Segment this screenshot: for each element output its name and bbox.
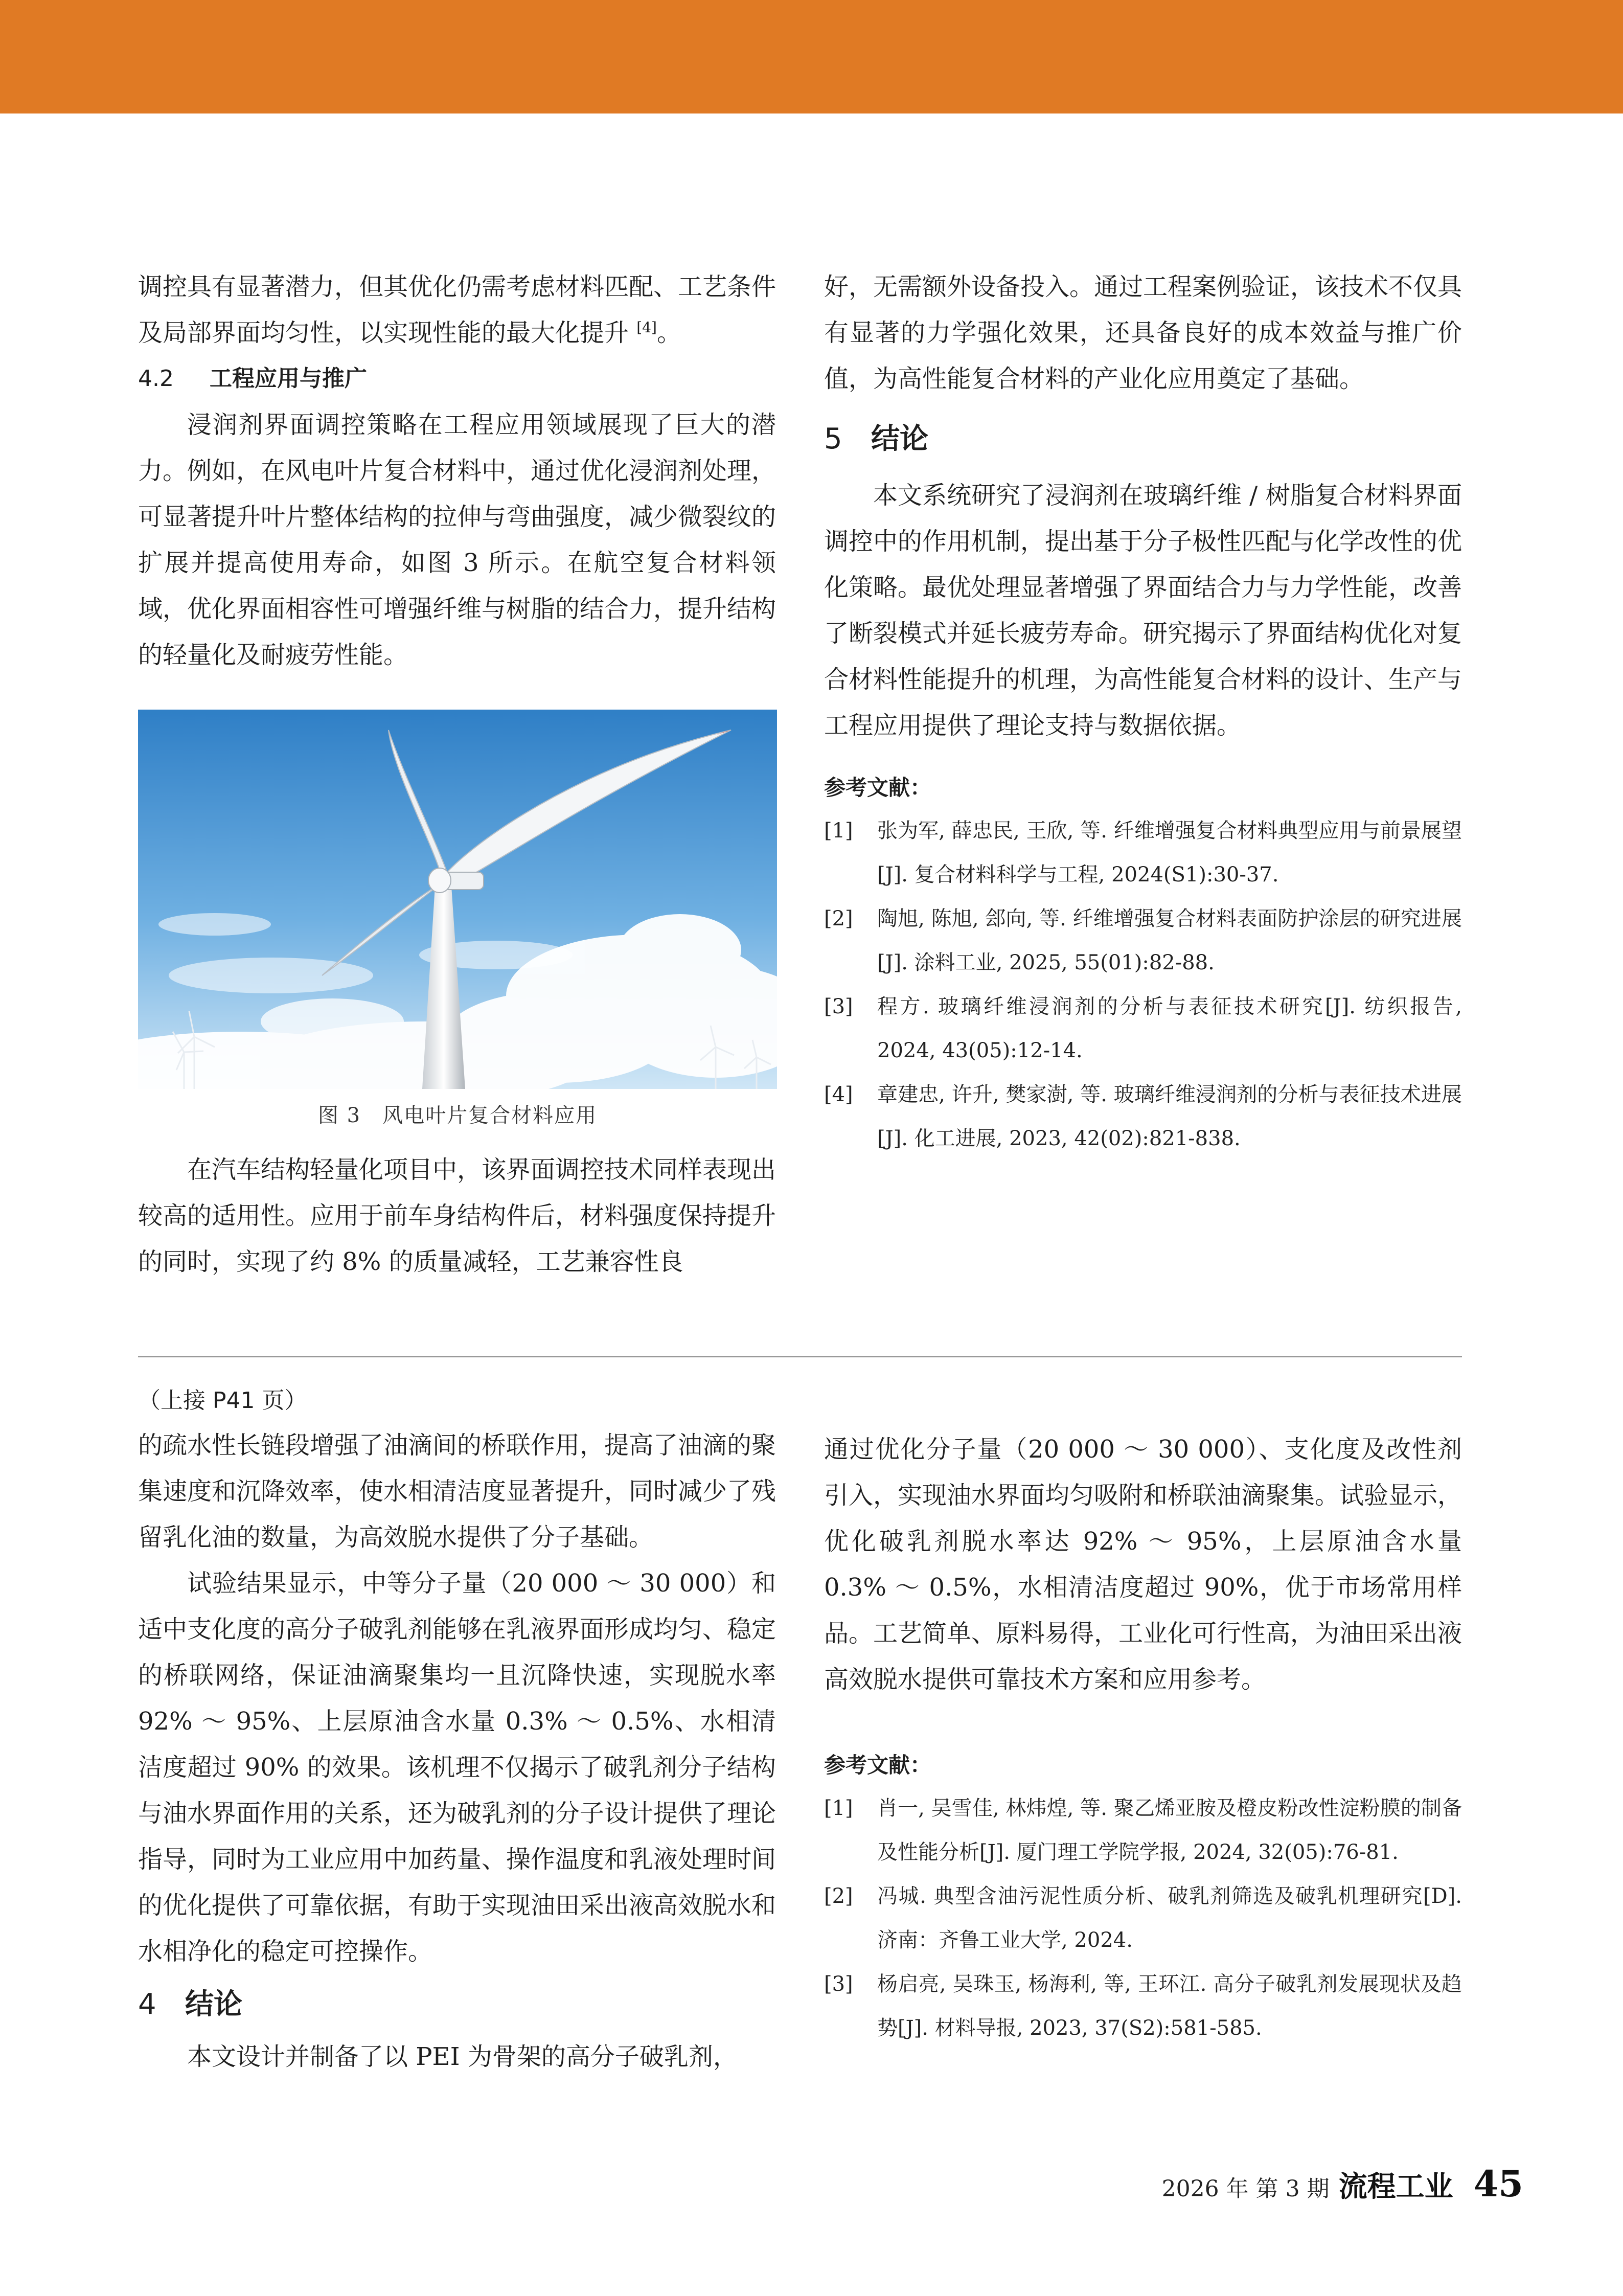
journal-name: 流程工业 (1338, 2170, 1453, 2203)
bottom-right-column (824, 1426, 1462, 2050)
top-left-column-continued (138, 1147, 776, 1285)
reference-item: [1] 张为军, 薛忠民, 王欣, 等. 纤维增强复合材料典型应用与前景展望[J]. 复合材料科学与工程, 2024(S1):30-37. (824, 819, 1462, 886)
subsection-4-2-heading: 4.2 工程应用与推广 (138, 366, 367, 392)
top-left-column (138, 264, 776, 678)
top-left-paragraph-2: 浸润剂界面调控策略在工程应用领域展现了巨大的潜力。例如，在风电叶片复合材料中，通过优化浸润剂处理，可显著提升叶片整体结构的拉伸与弯曲强度，减少微裂纹的扩展并提高使用寿命，如图 3 所示。在航空复合材料领域，优化界面相容性可增强纤维与树脂的结合力，提升结构的轻量化及耐疲劳性能。 (138, 411, 776, 669)
top-references-list (824, 809, 1462, 1161)
reference-item: [2] 冯城. 典型含油污泥性质分析、破乳剂筛选及破乳机理研究[D]. 济南：齐鲁工业大学, 2024. (824, 1884, 1462, 1952)
bottom-left-paragraph-3: 本文设计并制备了以 PEI 为骨架的高分子破乳剂， (187, 2042, 738, 2071)
top-right-paragraph-2: 本文系统研究了浸润剂在玻璃纤维 / 树脂复合材料界面调控中的作用机制，提出基于分子极性匹配与化学改性的优化策略。最优处理显著增强了界面结合力与力学性能，改善了断裂模式并延长疲劳寿命。研究揭示了界面结构优化对复合材料性能提升的机理，为高性能复合材料的设计、生产与工程应用提供了理论支持与数据依据。 (824, 481, 1462, 740)
top-left-paragraph-3: 在汽车结构轻量化项目中，该界面调控技术同样表现出较高的适用性。应用于前车身结构件后，材料强度保持提升的同时，实现了约 8% 的质量减轻，工艺兼容性良 (138, 1155, 776, 1276)
reference-item: [3] 杨启亮, 吴珠玉, 杨海利, 等, 王环江. 高分子破乳剂发展现状及趋势[J]. 材料导报, 2023, 37(S2):581-585. (824, 1972, 1462, 2040)
top-right-column (824, 264, 1462, 1161)
page-footer (1162, 2163, 1523, 2205)
section-5-heading: 5 结论 (824, 422, 928, 456)
citation-4[interactable]: [4] (636, 319, 657, 336)
bottom-left-paragraph-2: 试验结果显示，中等分子量（20 000 ～ 30 000）和适中支化度的高分子破乳剂能够在乳液界面形成均匀、稳定的桥联网络，保证油滴聚集均一且沉降快速，实现脱水率 92% ～ 95%、上层原油含水量 0.3% ～ 0.5%、水相清洁度超过 90% 的效果。该机理不仅揭示了破乳剂分子结构与油水界面作用的关系，还为破乳剂的分子设计提供了理论指导，同时为工业应用中加药量、操作温度和乳液处理时间的优化提供了可靠依据，有助于实现油田采出液高效脱水和水相净化的稳定可控操作。 (138, 1569, 776, 1966)
bottom-right-paragraph-1: 通过优化分子量（20 000 ～ 30 000）、支化度及改性剂引入，实现油水界面均匀吸附和桥联油滴聚集。试验显示，优化破乳剂脱水率达 92% ～ 95%，上层原油含水量 0.3% ～ 0.5%，水相清洁度超过 90%，优于市场常用样品。工艺简单、原料易得，工业化可行性高，为油田采出液高效脱水提供可靠技术方案和应用参考。 (824, 1435, 1462, 1694)
reference-item: [3] 程方. 玻璃纤维浸润剂的分析与表征技术研究[J]. 纺织报告, 2024, 43(05):12-14. (824, 995, 1462, 1062)
wind-turbine-illustration (138, 710, 777, 1089)
bottom-left-paragraph-1: 的疏水性长链段增强了油滴间的桥联作用，提高了油滴的聚集速度和沉降效率，使水相清洁度显著提升，同时减少了残留乳化油的数量，为高效脱水提供了分子基础。 (138, 1431, 776, 1552)
bottom-references-list (824, 1786, 1462, 2050)
top-right-paragraph-1: 好，无需额外设备投入。通过工程案例验证，该技术不仅具有显著的力学强化效果，还具备良好的成本效益与推广价值，为高性能复合材料的产业化应用奠定了基础。 (824, 272, 1462, 393)
article-divider (138, 1356, 1462, 1357)
reference-item: [4] 章建忠, 许升, 樊家澍, 等. 玻璃纤维浸润剂的分析与表征技术进展[J]. 化工进展, 2023, 42(02):821-838. (824, 1083, 1462, 1150)
header-color-bar (0, 0, 1623, 113)
section-4-heading: 4 结论 (138, 1988, 242, 2021)
reference-item: [2] 陶旭, 陈旭, 郐向, 等. 纤维增强复合材料表面防护涂层的研究进展[J]. 涂料工业, 2025, 55(01):82-88. (824, 907, 1462, 974)
bottom-references-title: 参考文献： (824, 1753, 932, 1778)
reference-item: [1] 肖一, 吴雪佳, 林炜煌, 等. 聚乙烯亚胺及橙皮粉改性淀粉膜的制备及性能分析[J]. 厦门理工学院学报, 2024, 32(05):76-81. (824, 1797, 1462, 1864)
top-references-title: 参考文献： (824, 775, 932, 800)
issue-label: 2026 年 第 3 期 (1161, 2176, 1330, 2202)
continued-from-label[interactable]: （上接 P41 页） (138, 1388, 307, 1414)
bottom-left-column (138, 1379, 776, 2080)
top-left-paragraph-1: 调控具有显著潜力，但其优化仍需考虑材料匹配、工艺条件及局部界面均匀性，以实现性能的最大化提升 [4]。 (138, 272, 776, 347)
figure-3-caption: 图 3 风电叶片复合材料应用 (317, 1104, 598, 1127)
page-number: 45 (1473, 2163, 1523, 2205)
wind-turbine-figure (138, 710, 777, 1089)
